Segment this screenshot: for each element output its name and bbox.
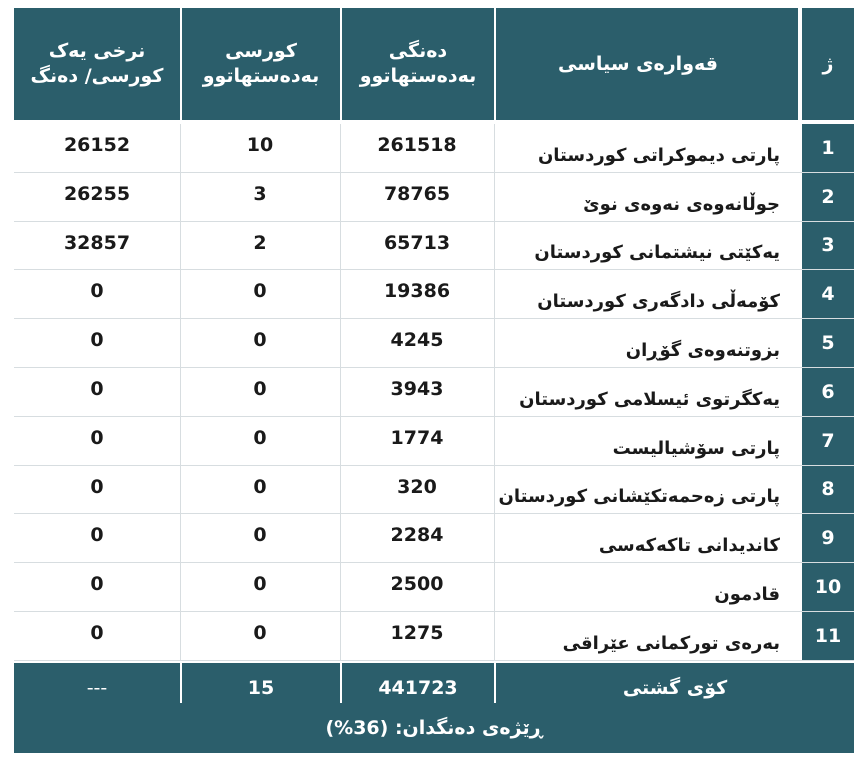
cell-rate: 0 [90,280,104,303]
header-party: قەوارەی سیاسی [494,8,794,120]
header-votes: دەنگی بەدەستهاتوو [340,8,494,120]
cell-party: کاندیدانی تاکەکەسی [598,535,780,557]
cell-rate: 0 [90,573,104,596]
cell-party: جوڵانەوەی نەوەی نوێ [583,193,780,215]
cell-party: کۆمەڵی دادگەری کوردستان [537,291,780,313]
header-rate: نرخی یەک کورسی/ دەنگ [30,40,164,87]
cell-party: بەرەی تورکمانی عێراقی [562,632,780,654]
table-row [14,514,854,563]
cell-seats: 0 [253,426,267,449]
cell-seats: 10 [246,134,274,156]
cell-votes: 65713 [383,231,451,254]
cell-seats: 0 [253,377,267,400]
table-row [14,563,854,612]
cell-no: 8 [798,466,854,514]
cell-votes: 78765 [383,182,451,205]
cell-rate: 0 [90,524,104,547]
cell-no: 4 [798,270,854,318]
cell-seats: 3 [253,182,267,205]
cell-rate: 32857 [63,231,131,254]
cell-rate: 0 [90,377,104,400]
cell-party: پارتی دیموکراتی کوردستان [537,144,780,166]
header-seats: کورسی بەدەستهاتوو [180,8,340,120]
cell-seats: 0 [253,573,267,596]
total-votes: 441723 [340,663,494,713]
table-row [14,124,854,173]
cell-votes: 4245 [390,329,444,352]
cell-votes: 2284 [390,524,444,547]
table-row [14,368,854,417]
cell-seats: 0 [253,524,267,547]
header-no: ژ [798,8,854,120]
total-rate: --- [86,676,108,699]
total-label: کۆی گشتی [494,663,854,713]
cell-no: 7 [798,417,854,465]
table-row [14,270,854,319]
cell-seats: 0 [253,329,267,352]
turnout-bar: ڕێژەی دەنگدان: (36%) [14,703,854,753]
table-row [14,319,854,368]
cell-votes: 3943 [390,377,444,400]
cell-rate: 0 [90,329,104,352]
cell-no: 9 [798,514,854,562]
table-row [14,612,854,661]
cell-rate: 0 [90,475,104,498]
cell-votes: 2500 [390,573,444,596]
cell-no: 2 [798,173,854,221]
cell-party: یەکگرتوی ئیسلامی کوردستان [519,388,780,410]
cell-votes: 261518 [377,134,457,156]
cell-no: 10 [798,563,854,611]
cell-no: 1 [798,124,854,172]
cell-party: بزوتنەوەی گۆڕان [625,339,780,361]
cell-no: 3 [798,222,854,270]
cell-party: قادمون [714,583,780,605]
table-header [14,8,854,120]
cell-votes: 19386 [383,280,451,303]
cell-rate: 0 [90,621,104,644]
cell-votes: 320 [397,475,437,498]
cell-seats: 0 [253,621,267,644]
table-row [14,173,854,222]
table-row [14,222,854,271]
cell-no: 11 [798,612,854,660]
cell-seats: 2 [253,231,267,254]
total-seats: 15 [180,663,340,713]
cell-seats: 0 [253,280,267,303]
cell-votes: 1774 [390,426,444,449]
cell-party: یەکێتی نیشتمانی کوردستان [534,242,780,264]
cell-party: پارتی زەحمەتکێشانی کوردستان [498,486,780,508]
cell-no: 5 [798,319,854,367]
cell-votes: 1275 [390,621,444,644]
table-body [14,124,854,661]
cell-seats: 0 [253,475,267,498]
table-row [14,466,854,515]
cell-rate: 26152 [63,134,131,156]
cell-rate: 0 [90,426,104,449]
cell-party: پارتی سۆشیالیست [612,437,780,459]
cell-no: 6 [798,368,854,416]
table-row [14,417,854,466]
results-table [14,8,854,713]
cell-rate: 26255 [63,182,131,205]
